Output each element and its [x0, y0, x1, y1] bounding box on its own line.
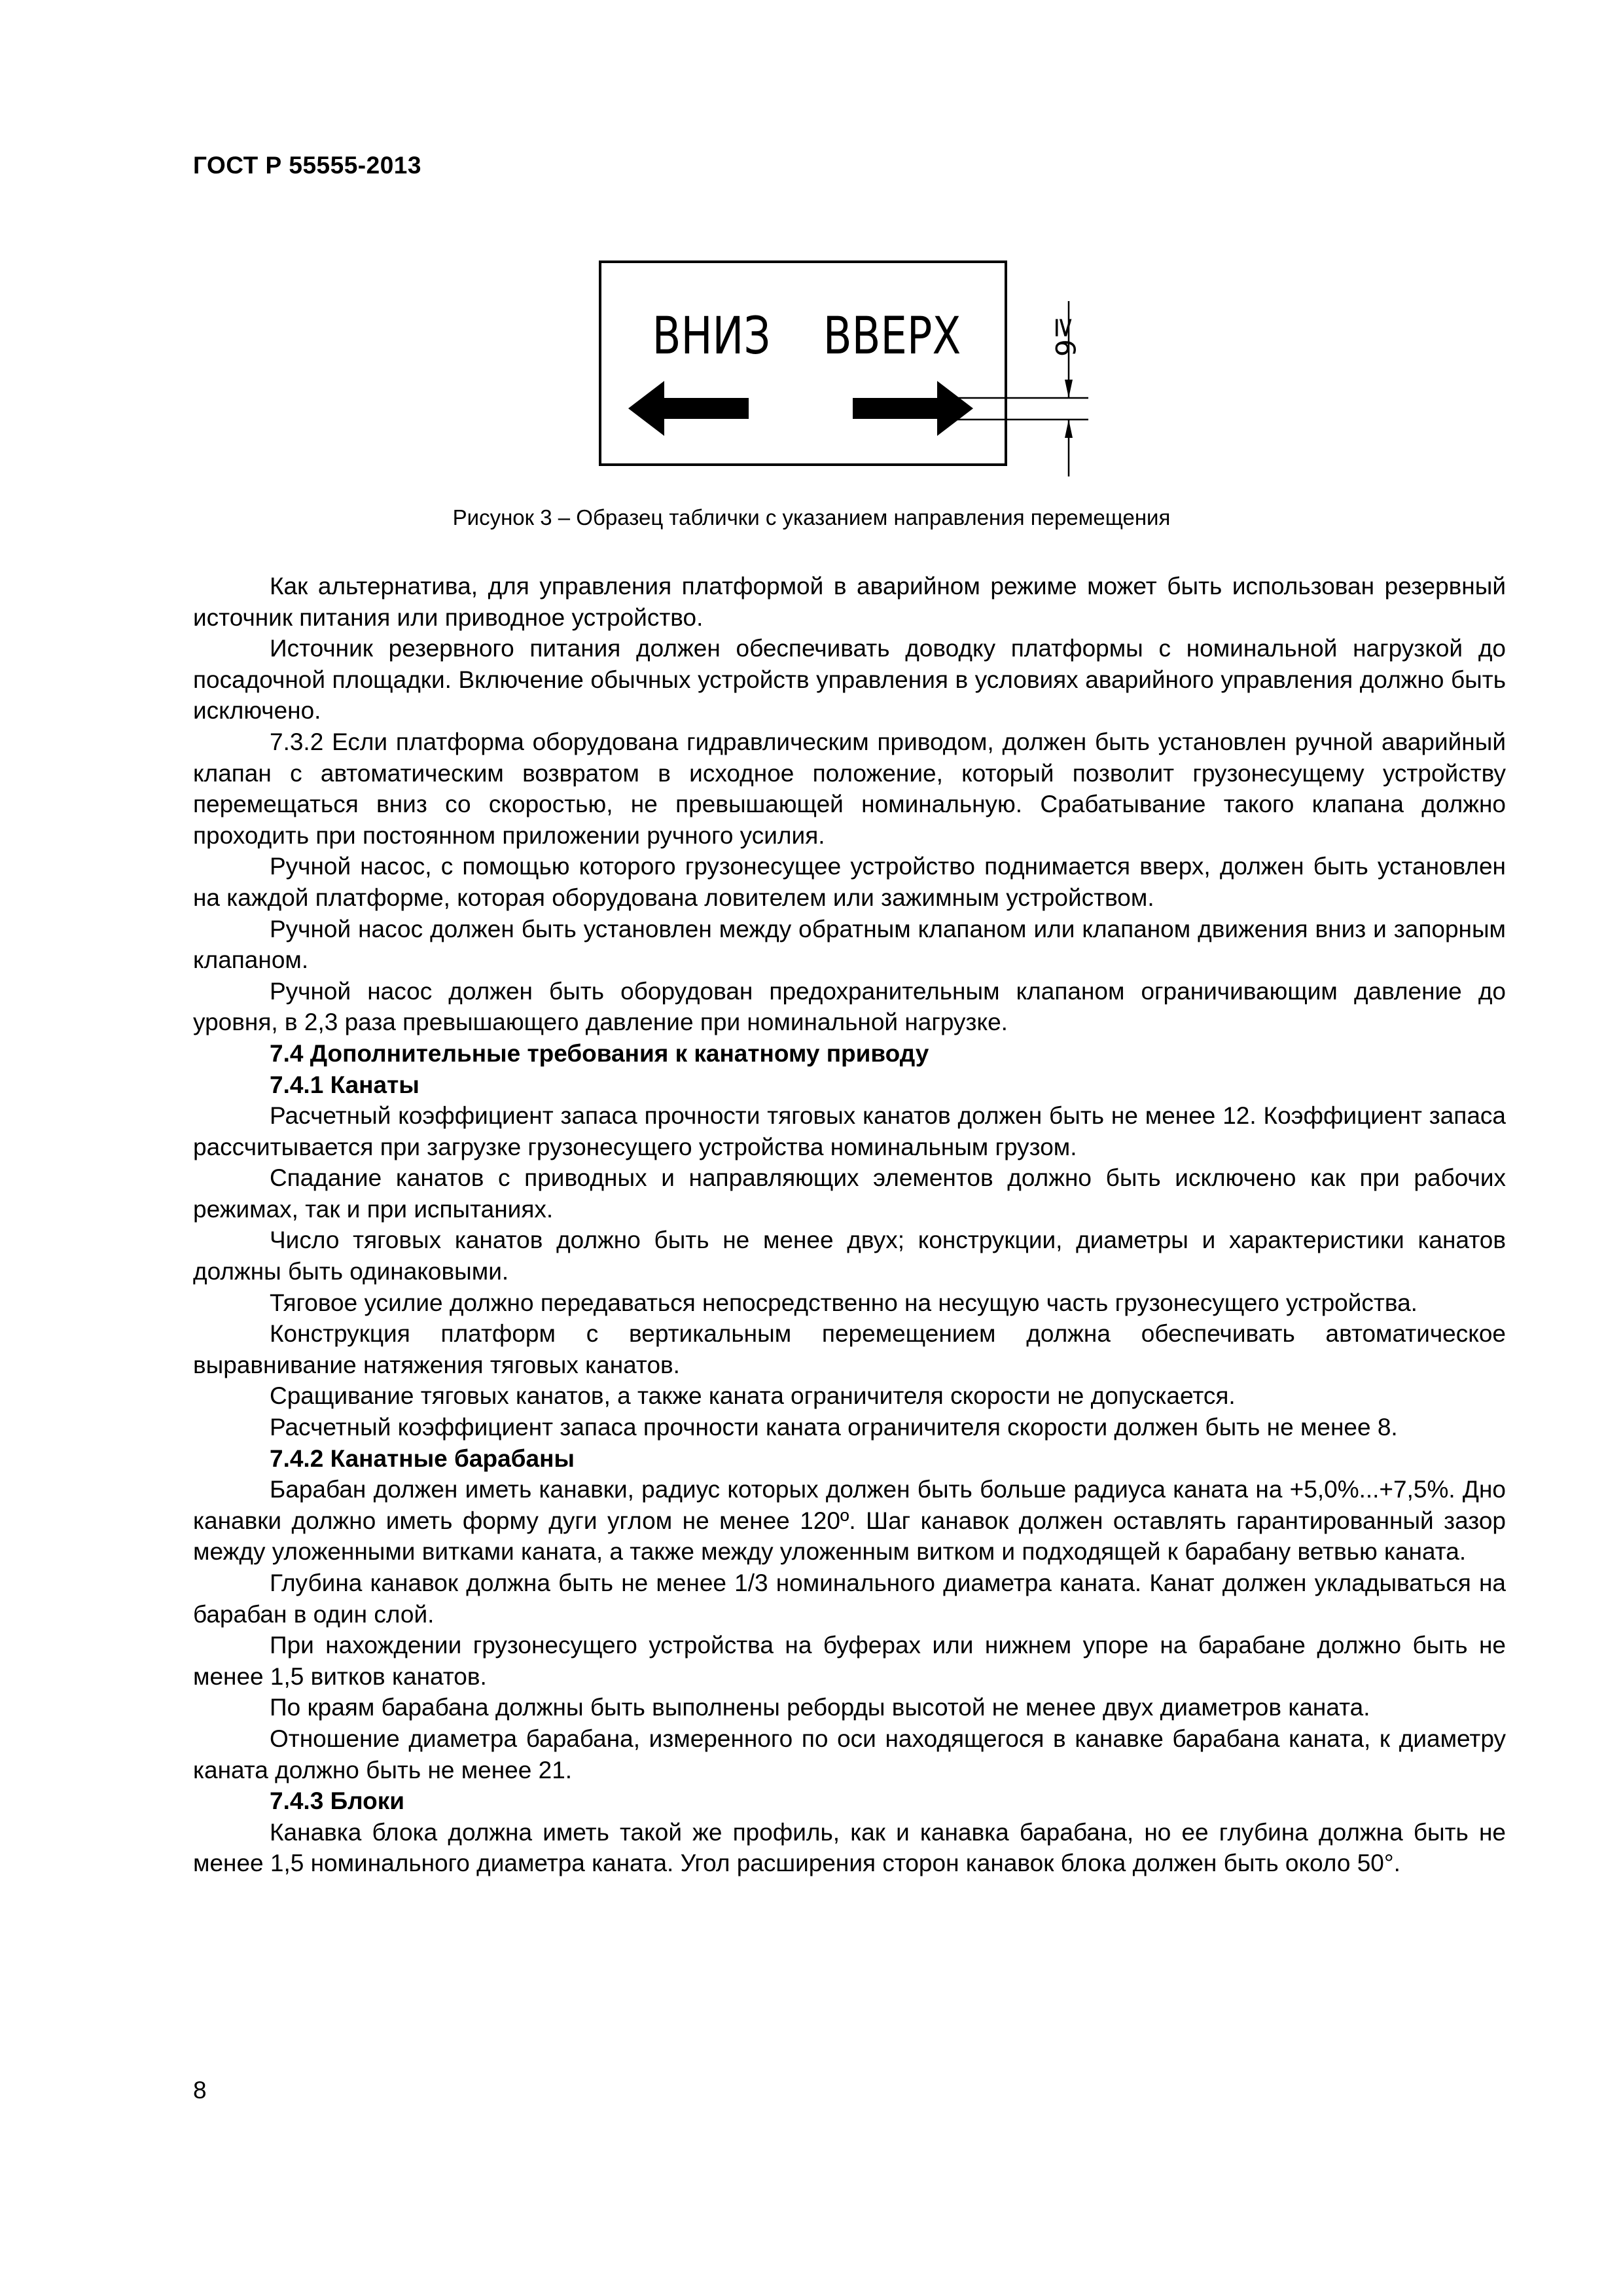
paragraph: Источник резервного питания должен обеспечивать доводку платформы с номинальной нагрузкой до посадочной площадки. Включение обычных устройств управления в условиях аварийного управления должно быть исключено. — [193, 635, 1506, 725]
dimension-arrow-icon — [1065, 380, 1073, 398]
figure-caption: Рисунок 3 – Образец таблички с указанием направления перемещения — [452, 505, 1171, 529]
paragraph: 7.3.2 Если платформа оборудована гидравлическим приводом, должен быть установлен ручной аварийный клапан с автоматическим возвратом в исходное положение, который позволит грузонесущему устройству перемещаться вниз со скоростью, не превышающей номинальную. Срабатывание такого клапана должно проходить при постоянном приложении ручного усилия. — [193, 728, 1506, 849]
paragraph: По краям барабана должны быть выполнены реборды высотой не менее двух диаметров каната. — [270, 1694, 1370, 1721]
subsection-heading: 7.4.1 Канаты — [270, 1071, 419, 1098]
arrow-left-icon — [628, 381, 749, 436]
page-number: 8 — [193, 2077, 207, 2104]
paragraph: Глубина канавок должна быть не менее 1/3 номинального диаметра каната. Канат должен укладываться на барабан в один слой. — [193, 1570, 1506, 1628]
document-body — [193, 571, 1506, 1879]
subsection-heading: 7.4.2 Канатные барабаны — [270, 1444, 575, 1472]
paragraph: Как альтернатива, для управления платформой в аварийном режиме может быть использован резервный источник питания или приводное устройство. — [193, 573, 1506, 631]
paragraph: Сращивание тяговых канатов, а также каната ограничителя скорости не допускается. — [270, 1382, 1236, 1410]
paragraph: Отношение диаметра барабана, измеренного по оси находящегося в канавке барабана каната, к диаметру каната должно быть не менее 21. — [193, 1725, 1506, 1784]
paragraph: Расчетный коэффициент запаса прочности каната ограничителя скорости должен быть не менее 8. — [270, 1414, 1398, 1441]
subsection-heading: 7.4.3 Блоки — [270, 1787, 405, 1815]
sign-label-up: ВВЕРХ — [823, 306, 961, 366]
direction-sign-figure — [592, 259, 1116, 488]
sign-label-down: ВНИЗ — [652, 306, 771, 366]
dimension-arrow-icon — [1065, 420, 1073, 438]
paragraph: Число тяговых канатов должно быть не менее двух; конструкции, диаметры и характеристики канатов должны быть одинаковыми. — [193, 1227, 1506, 1285]
arrow-right-icon — [853, 381, 973, 436]
section-heading: 7.4 Дополнительные требования к канатному приводу — [270, 1039, 929, 1067]
paragraph: Ручной насос должен быть оборудован предохранительным клапаном ограничивающим давление до уровня, в 2,3 раза превышающего давление при номинальной нагрузке. — [193, 977, 1506, 1036]
document-header-code: ГОСТ Р 55555-2013 — [193, 152, 421, 179]
paragraph: Барабан должен иметь канавки, радиус которых должен быть больше радиуса каната на +5,0%...+7,5%. Дно канавки должно иметь форму дуги углом не менее 120º. Шаг канавок должен оставлять гарантированный зазор между уложенными витками каната, а также между уложенным витком и подходящей к барабану ветвью каната. — [193, 1476, 1506, 1566]
paragraph: Конструкция платформ с вертикальным перемещением должна обеспечивать автоматическое выравнивание натяжения тяговых канатов. — [193, 1320, 1506, 1378]
paragraph: Тяговое усилие должно передаваться непосредственно на несущую часть грузонесущего устройства. — [270, 1289, 1418, 1316]
paragraph: При нахождении грузонесущего устройства на буферах или нижнем упоре на барабане должно быть не менее 1,5 витков канатов. — [193, 1632, 1506, 1690]
paragraph: Канавка блока должна иметь такой же профиль, как и канавка барабана, но ее глубина должна быть не менее 1,5 номинального диаметра каната. Угол расширения сторон канавок блока должен быть около 50°. — [193, 1818, 1506, 1877]
dimension-label: ≥6 — [1049, 316, 1081, 357]
paragraph: Ручной насос должен быть установлен между обратным клапаном или клапаном движения вниз и запорным клапаном. — [193, 915, 1506, 974]
paragraph: Спадание канатов с приводных и направляющих элементов должно быть исключено как при рабочих режимах, так и при испытаниях. — [193, 1164, 1506, 1223]
paragraph: Расчетный коэффициент запаса прочности тяговых канатов должен быть не менее 12. Коэффициент запаса рассчитывается при загрузке грузонесущего устройства номинальным грузом. — [193, 1102, 1506, 1160]
paragraph: Ручной насос, с помощью которого грузонесущее устройство поднимается вверх, должен быть установлен на каждой платформе, которая оборудована ловителем или зажимным устройством. — [193, 853, 1506, 911]
